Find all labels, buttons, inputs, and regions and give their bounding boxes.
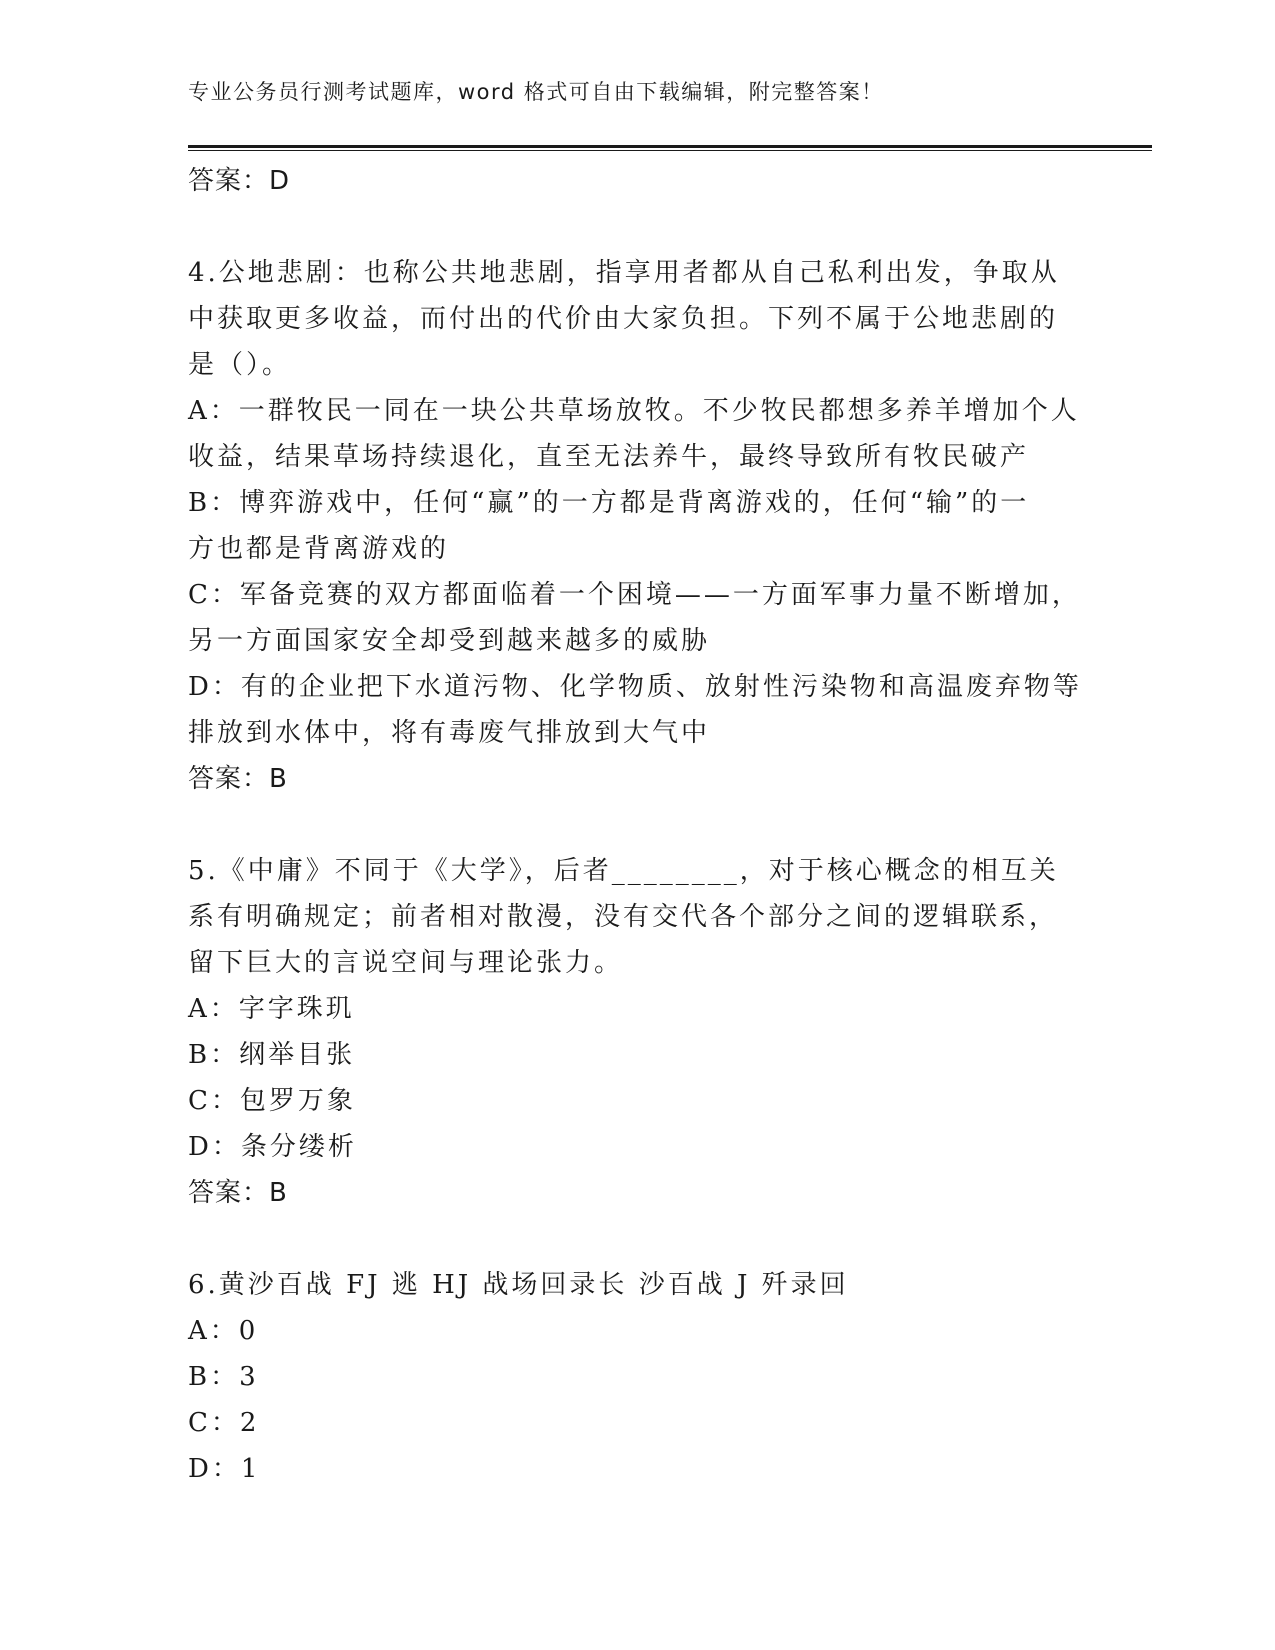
option-line: C：2 xyxy=(188,1408,260,1438)
option-line: B：博弈游戏中，任何“赢”的一方都是背离游戏的，任何“输”的一 xyxy=(188,488,1030,518)
option-line: 方也都是背离游戏的 xyxy=(188,534,450,564)
question-content xyxy=(188,158,1088,1492)
spacer xyxy=(188,204,1088,250)
option-line: A：0 xyxy=(188,1316,259,1346)
answer-line: 答案：B xyxy=(188,1178,288,1208)
question-stem-line: 6.黄沙百战 FJ 逃 HJ 战场回录长 沙百战 J 歼录回 xyxy=(188,1270,849,1300)
header-divider xyxy=(188,145,1152,151)
option-line: D：条分缕析 xyxy=(188,1132,357,1162)
option-line: A：字字珠玑 xyxy=(188,994,355,1024)
question-6 xyxy=(188,1262,1088,1492)
question-stem-line: 系有明确规定；前者相对散漫，没有交代各个部分之间的逻辑联系， xyxy=(188,902,1059,932)
question-4 xyxy=(188,250,1088,802)
option-line: C：包罗万象 xyxy=(188,1086,356,1116)
page-header: 专业公务员行测考试题库，word 格式可自由下载编辑，附完整答案！ xyxy=(188,80,884,104)
option-line: D：有的企业把下水道污物、化学物质、放射性污染物和高温废弃物等 xyxy=(188,672,1082,702)
answer-line: 答案：B xyxy=(188,764,288,794)
question-stem-line: 留下巨大的言说空间与理论张力。 xyxy=(188,948,624,978)
question-stem-line: 是（）。 xyxy=(188,350,292,380)
answer-line: 答案：D xyxy=(188,166,291,196)
spacer xyxy=(188,802,1088,848)
option-line: C：军备竞赛的双方都面临着一个困境——一方面军事力量不断增加， xyxy=(188,580,1081,610)
option-line: B：3 xyxy=(188,1362,259,1392)
option-line: 收益，结果草场持续退化，直至无法养牛，最终导致所有牧民破产 xyxy=(188,442,1030,472)
spacer xyxy=(188,1216,1088,1262)
question-stem-line: 中获取更多收益，而付出的代价由大家负担。下列不属于公地悲剧的 xyxy=(188,304,1059,334)
question-stem-line: 5.《中庸》不同于《大学》，后者________，对于核心概念的相互关 xyxy=(188,856,1059,886)
option-line: 排放到水体中，将有毒废气排放到大气中 xyxy=(188,718,711,748)
option-line: D：1 xyxy=(188,1454,261,1484)
question-stem-line: 4.公地悲剧：也称公共地悲剧，指享用者都从自己私利出发，争取从 xyxy=(188,258,1060,288)
option-line: B：纲举目张 xyxy=(188,1040,356,1070)
option-line: 另一方面国家安全却受到越来越多的威胁 xyxy=(188,626,711,656)
question-5 xyxy=(188,848,1088,1216)
option-line: A：一群牧民一同在一块公共草场放牧。不少牧民都想多养羊增加个人 xyxy=(188,396,1080,426)
